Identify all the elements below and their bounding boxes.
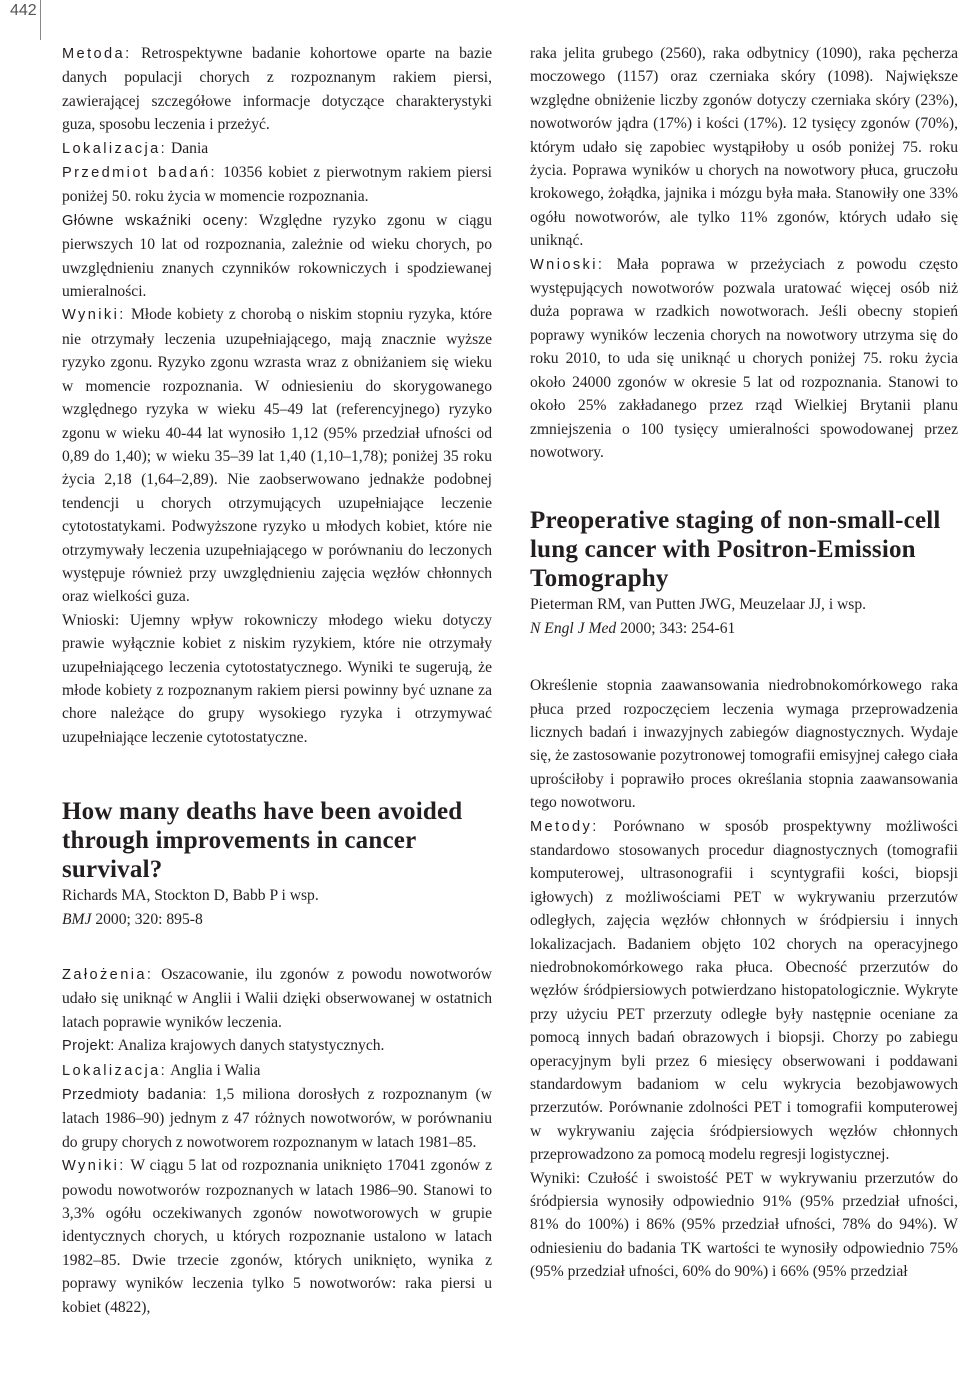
section-text: W ciągu 5 lat od rozpoznania uniknięto 17041 zgonów z powodu nowotworów rozpoznanych w latach 1986–90. Stanowi to 3,3% ogółu oczekiwanych zgonów nowotworowych w grupie identycznych chorych, u których rozpoznanie ustalono w latach 1982–85. Dwie trzecie zgonów, których uniknięto, wynika z poprawy wyników leczenia tylko 5 nowotworów: raka piersi u kobiet (4822),: [62, 1157, 492, 1316]
section-label: Przedmiot badań:: [62, 165, 218, 182]
section-label: Lokalizacja:: [62, 140, 168, 157]
section-label: Metody:: [530, 818, 599, 835]
section-text: Dania: [167, 139, 209, 157]
section-label: Wyniki:: [62, 307, 126, 324]
section-text: Względne ryzyko zgonu w ciągu pierwszych 10 lat od rozpoznania, zależnie od wieku chorych, po uwzględnieniu znanych czynników rokowniczych i spodziewanej umieralności.: [62, 211, 493, 301]
section-label: Główne wskaźniki oceny:: [62, 212, 249, 229]
abstract-1-location: [62, 137, 492, 161]
article-citation: [530, 617, 958, 640]
article-authors: Pieterman RM, van Putten JWG, Meuzelaar JJ, i wsp.: [530, 596, 867, 614]
article-title: Preoperative staging of non-small-cell lung cancer with Positron-Emission Tomography: [530, 507, 941, 593]
article-3-results: [530, 1167, 958, 1284]
article-2-objective: [62, 963, 492, 1034]
section-text: Anglia i Walia: [167, 1061, 261, 1079]
section-text: Oszacowanie, ilu zgonów z powodu nowotworów udało się uniknąć w Anglii i Walii dzięki obserwowanej w ostatnich latach poprawie wyników leczenia.: [62, 966, 492, 1031]
abstract-1-results: [62, 303, 492, 608]
article-2: [62, 797, 492, 1319]
journal-name: BMJ: [62, 910, 92, 928]
section-text: Wnioski: Ujemny wpływ rokowniczy młodego wieku dotyczy prawie wyłącznie kobiet z niskim ryzykiem, które nie otrzymały uzupełniającego leczenia cytotostatycznego. Wyniki te sugerują, że młode kobiety z rozpoznanym rakiem piersi powinny być uznane za chore należące do grupy wysokiego ryzyka i otrzymywać uzupełniające leczenie cytotostatyczne.: [62, 611, 492, 746]
section-label: Założenia:: [62, 967, 154, 983]
section-text: Analiza krajowych danych statystycznych.: [114, 1037, 385, 1055]
article-2-continuation: [530, 42, 958, 464]
abstract-1-subjects: [62, 161, 492, 209]
citation-details: 2000; 320: 895-8: [91, 910, 203, 928]
article-title: How many deaths have been avoided through improvements in cancer survival?: [62, 798, 463, 884]
section-label: Metoda:: [62, 46, 132, 62]
abstract-1: [62, 42, 492, 749]
section-label: Przedmioty badania:: [62, 1087, 207, 1104]
article-2-results: [62, 1154, 492, 1319]
section-text: raka jelita grubego (2560), raka odbytnicy (1090), raka pęcherza moczowego (1157) oraz czerniaka skóry (1098). Największe względne obniżenie liczby zgonów dotyczy czerniaka skóry (23%), nowotworów jądra (17%) i kości (17%). 12 tysięcy zgonów (70%), którym udało się zapobiec wystąpiłoby u osób poniżej 75. roku życia. Poprawa wyników u chorych na nowotwory płuca, gruczołu krokowego, żołądka, jajnika i mózgu była mała. Stanowiły one 33% ogółu nowotworów, ale tylko 11% zgonów, których udało się uniknąć.: [530, 45, 958, 250]
section-label: Lokalizacja:: [62, 1062, 168, 1079]
section-text: 10356 kobiet z pierwotnym rakiem piersi poniżej 50. roku życia w momencie rozpoznania.: [62, 164, 492, 206]
left-column: [62, 42, 492, 1319]
article-2-results-continued: [530, 42, 958, 253]
article-2-location: [62, 1059, 492, 1083]
article-authors: Richards MA, Stockton D, Babb P i wsp.: [62, 887, 319, 905]
abstract-1-methods: [62, 42, 492, 137]
article-2-conclusions: [530, 253, 958, 465]
section-text: Określenie stopnia zaawansowania niedrobnokomórkowego raka płuca przed rozpoczęciem leczenia wymaga przeprowadzenia licznych badań i inwazyjnych zabiegów diagnostycznych. Wydaje się, że zastosowanie pozytronowej tomografii emisyjnej całego ciała uprościłoby i poprawiło proces określania stopnia zaawansowania tego nowotworu.: [530, 677, 958, 812]
journal-name: N Engl J Med: [530, 619, 617, 637]
citation-details: 2000; 343: 254-61: [616, 619, 736, 637]
article-2-subjects: [62, 1083, 492, 1154]
right-column: [530, 42, 958, 1284]
article-3-intro: [530, 674, 958, 814]
section-text: 1,5 miliona dorosłych z rozpoznanym (w latach 1986–90) jednym z 47 różnych nowotworów, w porównaniu do grupy chorych z nowotworem rozpoznanym w latach 1981–85.: [62, 1086, 492, 1151]
section-text: Porównano w sposób prospektywny możliwości standardowo stosowanych procedur diagnostycznych (tomografii komputerowej, ultrasonografii i scyntygrafii kości, biopsji igłowych) z możliwościami PET w wykrywaniu przerzutów odległych, zajęcia węzłów chłonnych w śródpiersiu i innych lokalizacjach. Badaniem objęto 102 chorych na operacyjnego niedrobnokomórkowego raka płuca. Obecność przerzutów do węzłów śródpiersiowych potwierdzano histopatologicznie. Wykryte przy użyciu PET przerzuty odległe były następnie oceniane za pomocą innych badań obrazowych i biopsji. Chorzy po zabiegu operacyjnym byli przez 6 miesięcy obserwowani i poddawani standardowym badaniom w celu wykrycia bezobjawowych przerzutów. Porównanie zdolności PET i tomografii komputerowej w wykrywaniu zajęcia śródpiersiowych węzłów chłonnych przeprowadzono za pomocą modelu regresji logistycznej.: [530, 817, 958, 1164]
section-text: Wyniki: Czułość i swoistość PET w wykrywaniu przerzutów do śródpiersia wynosiły odpowiednio 91% (95% przedział ufności, 81% do 100%) i 86% (95% przedział ufności, 78% do 94%). W odniesieniu do badania TK wartości te wynosiły odpowiednio 75% (95% przedział ufności, 60% do 90%) i 66% (95% przedział: [530, 1169, 958, 1281]
article-3-methods: [530, 815, 958, 1167]
section-text: Mała poprawa w przeżyciach z powodu często występujących nowotworów pozwala uratować więcej osób niż duża poprawa w rzadkich nowotworach. Jeśli obecny stopień poprawy wyników leczenia chorych na nowotwory utrzyma się do roku 2010, to uda się uniknąć u chorych poniżej 75. roku życia około 24000 zgonów w okresie 5 lat od rozpoznania. Stanowi to około 25% zakładanego przez rząd Wielkiej Brytanii planu zmniejszenia o 100 tysięcy umieralności spowodowanej przez nowotwory.: [530, 255, 958, 461]
abstract-1-conclusions: [62, 609, 492, 749]
article-3: [530, 506, 958, 1283]
section-label: Projekt:: [62, 1038, 115, 1055]
section-text: Retrospektywne badanie kohortowe oparte na bazie danych populacji chorych z rozpoznanym rakiem piersi, zawierającej szczegółowe informacje dotyczące charakterystyki guza, sposobu leczenia i przeżyć.: [62, 45, 492, 134]
section-label: Wyniki:: [62, 1158, 126, 1175]
abstract-1-outcome-measures: [62, 209, 492, 304]
section-text: Młode kobiety z chorobą o niskim stopniu ryzyka, które nie otrzymały leczenia uzupełniającego, mają znacznie wyższe ryzyko zgonu. Ryzyko zgonu wzrasta wraz z obniżaniem się wieku w momencie rozpoznania. W odniesieniu do skorygowanego względnego ryzyka w wieku 45–49 lat (referencyjnego) ryzyko zgonu w wieku 40-44 lat wynosiło 1,12 (95% przedział ufności od 0,89 do 1,40); w wieku 35–39 lat 1,40 (1,10–1,78); poniżej 35 roku życia 2,18 (1,64–2,89). Nie zaobserwowano jednakże podobnej tendencji u chorych otrzymujących uzupełniające leczenie cytotostatykami. Podwyższone ryzyko u młodych kobiet, które nie otrzymywały leczenia uzupełniającego w porównaniu do leczonych występuje również przy uwzględnieniu zajęcia węzłów chłonnych oraz wielkości guza.: [62, 306, 492, 606]
article-2-design: [62, 1034, 492, 1058]
page-header-rule: [40, 0, 41, 40]
article-citation: [62, 908, 492, 931]
section-label: Wnioski:: [530, 256, 605, 273]
page-number: 442: [10, 2, 37, 19]
